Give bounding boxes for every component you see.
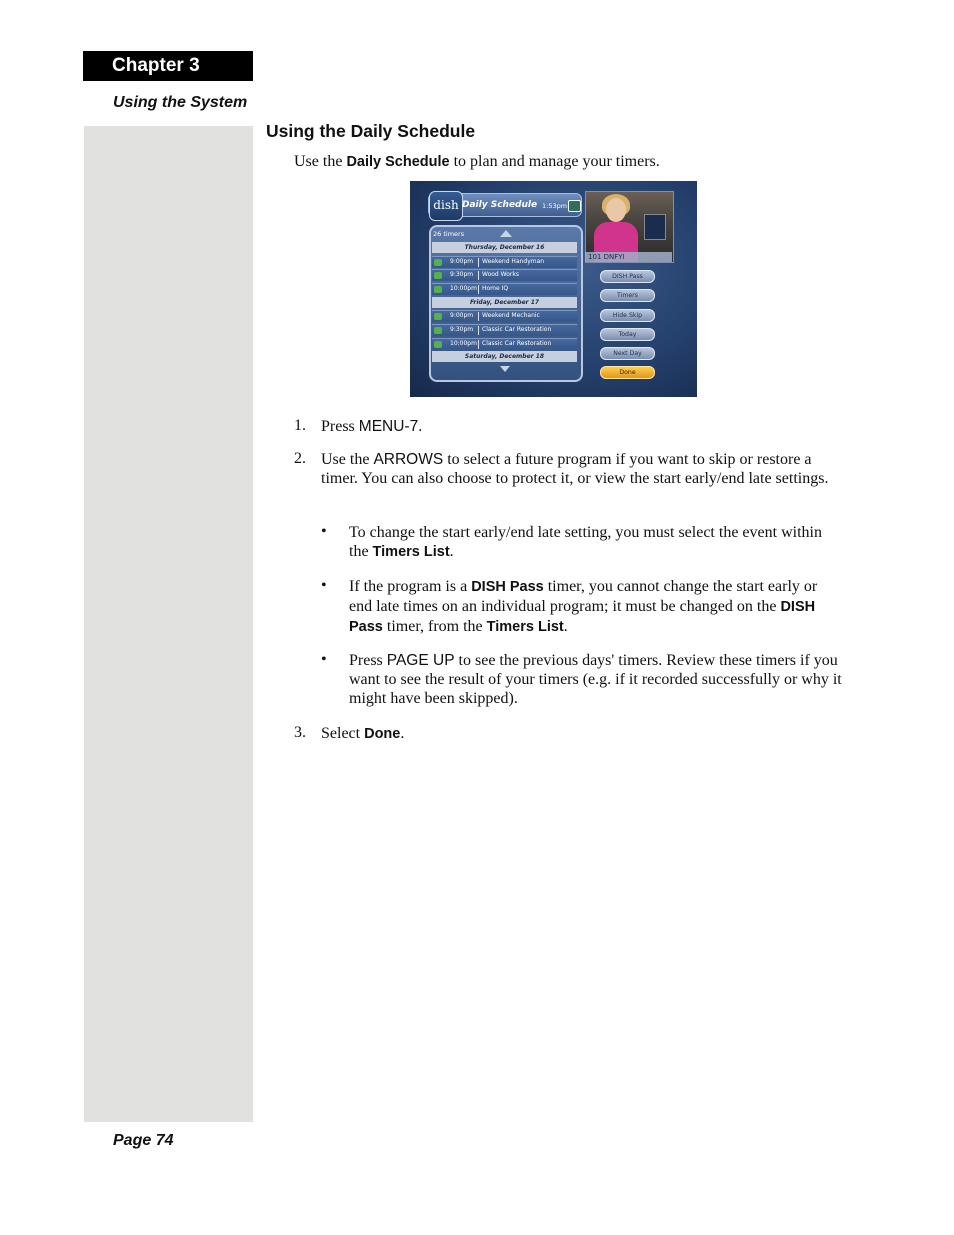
tv-icon xyxy=(568,200,581,212)
text-run: . xyxy=(400,725,405,742)
text-run: to see the previous days' timers. Review these timers if you want to see the result of your timers (e.g. if it recorded successfully or why it might have been skipped). xyxy=(349,652,842,707)
text-run: If the program is a xyxy=(349,578,472,595)
timer-icon xyxy=(434,341,442,348)
text-run: Press xyxy=(321,418,359,435)
timer-icon xyxy=(434,313,442,320)
row-divider xyxy=(478,258,479,267)
chapter-label: Chapter 3 xyxy=(83,51,253,81)
daily-schedule-screenshot xyxy=(410,181,697,397)
bullet-text xyxy=(349,523,843,562)
timer-icon xyxy=(434,259,442,266)
text-run: PAGE UP xyxy=(386,652,455,669)
text-run: Press xyxy=(349,652,387,669)
schedule-timer-row[interactable] xyxy=(432,256,577,268)
text-run: Timers List xyxy=(372,544,450,560)
intro-paragraph xyxy=(294,153,660,171)
schedule-timer-row[interactable] xyxy=(432,338,577,350)
text-run: . xyxy=(418,418,423,435)
tv-button-next-day[interactable]: Next Day xyxy=(600,347,655,360)
channel-label: 101 DNFYI xyxy=(585,252,672,262)
row-divider xyxy=(478,340,479,349)
timer-icon xyxy=(434,272,442,279)
presenter-head xyxy=(606,198,626,222)
tv-button-dish-pass[interactable]: DISH Pass xyxy=(600,270,655,283)
timer-time: 9:00pm xyxy=(450,258,474,265)
scroll-down-icon xyxy=(500,366,510,372)
step-number: 2. xyxy=(294,450,306,467)
text-run: timer, you cannot change the start early or end late times on an individual program; it must be changed on the xyxy=(349,578,818,615)
tv-clock: 1:53pm xyxy=(542,202,568,210)
schedule-date-row: Thursday, December 16 xyxy=(432,242,577,253)
tv-button-hide-skip[interactable]: Hide Skip xyxy=(600,309,655,322)
tv-screen-title: Daily Schedule xyxy=(462,200,538,210)
step-text xyxy=(321,417,843,436)
sidebar-band xyxy=(84,126,253,1122)
bullet-icon: • xyxy=(321,523,327,540)
timer-program-name: Classic Car Restoration xyxy=(482,340,552,347)
text-run: Use the xyxy=(321,451,374,468)
text-run: To change the start early/end late setting, you must select the event within the xyxy=(349,524,822,560)
timer-time: 10:00pm xyxy=(450,340,477,347)
text-run: DISH Pass xyxy=(471,579,544,595)
scroll-up-icon xyxy=(500,230,512,237)
text-run: MENU-7 xyxy=(358,418,419,435)
text-run: to select a future program if you want to skip or restore a timer. You can also choose to protect it, or view the start early/end late settings. xyxy=(321,451,829,487)
section-title: Using the System xyxy=(113,94,248,111)
step-number: 3. xyxy=(294,724,306,741)
bullet-icon: • xyxy=(321,651,327,668)
row-divider xyxy=(478,312,479,321)
text-run: ARROWS xyxy=(373,451,444,468)
schedule-date-row: Saturday, December 18 xyxy=(432,351,577,362)
tv-button-timers[interactable]: Timers xyxy=(600,289,655,302)
timer-time: 9:30pm xyxy=(450,271,474,278)
bullet-icon: • xyxy=(321,577,327,594)
timer-icon xyxy=(434,327,442,334)
text-run: Timers List xyxy=(486,619,564,635)
text-run: DISH Pass xyxy=(349,599,816,635)
text-run: . xyxy=(563,618,568,635)
timer-program-name: Classic Car Restoration xyxy=(482,326,552,333)
timer-program-name: Home IQ xyxy=(482,285,509,292)
timer-icon xyxy=(434,286,442,293)
row-divider xyxy=(478,271,479,280)
step-number: 1. xyxy=(294,417,306,434)
intro-term: Daily Schedule xyxy=(346,154,450,170)
text-run: timer, from the xyxy=(382,618,487,635)
timer-time: 10:00pm xyxy=(450,285,477,292)
video-background-screen xyxy=(644,214,666,240)
page-heading: Using the Daily Schedule xyxy=(266,121,476,141)
schedule-timer-row[interactable] xyxy=(432,269,577,281)
timer-program-name: Wood Works xyxy=(482,271,519,278)
timer-time: 9:30pm xyxy=(450,326,474,333)
row-divider xyxy=(478,326,479,335)
dish-logo: dish xyxy=(429,191,463,221)
text-run: Select xyxy=(321,725,365,742)
timer-program-name: Weekend Mechanic xyxy=(482,312,540,319)
text-run: Done xyxy=(364,726,401,742)
text-run: . xyxy=(449,543,454,560)
timer-program-name: Weekend Handyman xyxy=(482,258,545,265)
schedule-timer-row[interactable] xyxy=(432,283,577,295)
step-text xyxy=(321,450,843,488)
tv-button-today[interactable]: Today xyxy=(600,328,655,341)
page-number: Page 74 xyxy=(113,1132,174,1149)
intro-before: Use the xyxy=(294,153,347,170)
bullet-text xyxy=(349,651,843,708)
schedule-timer-row[interactable] xyxy=(432,324,577,336)
bullet-text xyxy=(349,577,843,637)
schedule-timer-row[interactable] xyxy=(432,310,577,322)
schedule-date-row: Friday, December 17 xyxy=(432,297,577,308)
step-text xyxy=(321,724,843,744)
timer-time: 9:00pm xyxy=(450,312,474,319)
row-divider xyxy=(478,285,479,294)
intro-after: to plan and manage your timers. xyxy=(449,153,660,170)
tv-button-done[interactable]: Done xyxy=(600,366,655,379)
timer-count: 26 timers xyxy=(433,230,465,238)
